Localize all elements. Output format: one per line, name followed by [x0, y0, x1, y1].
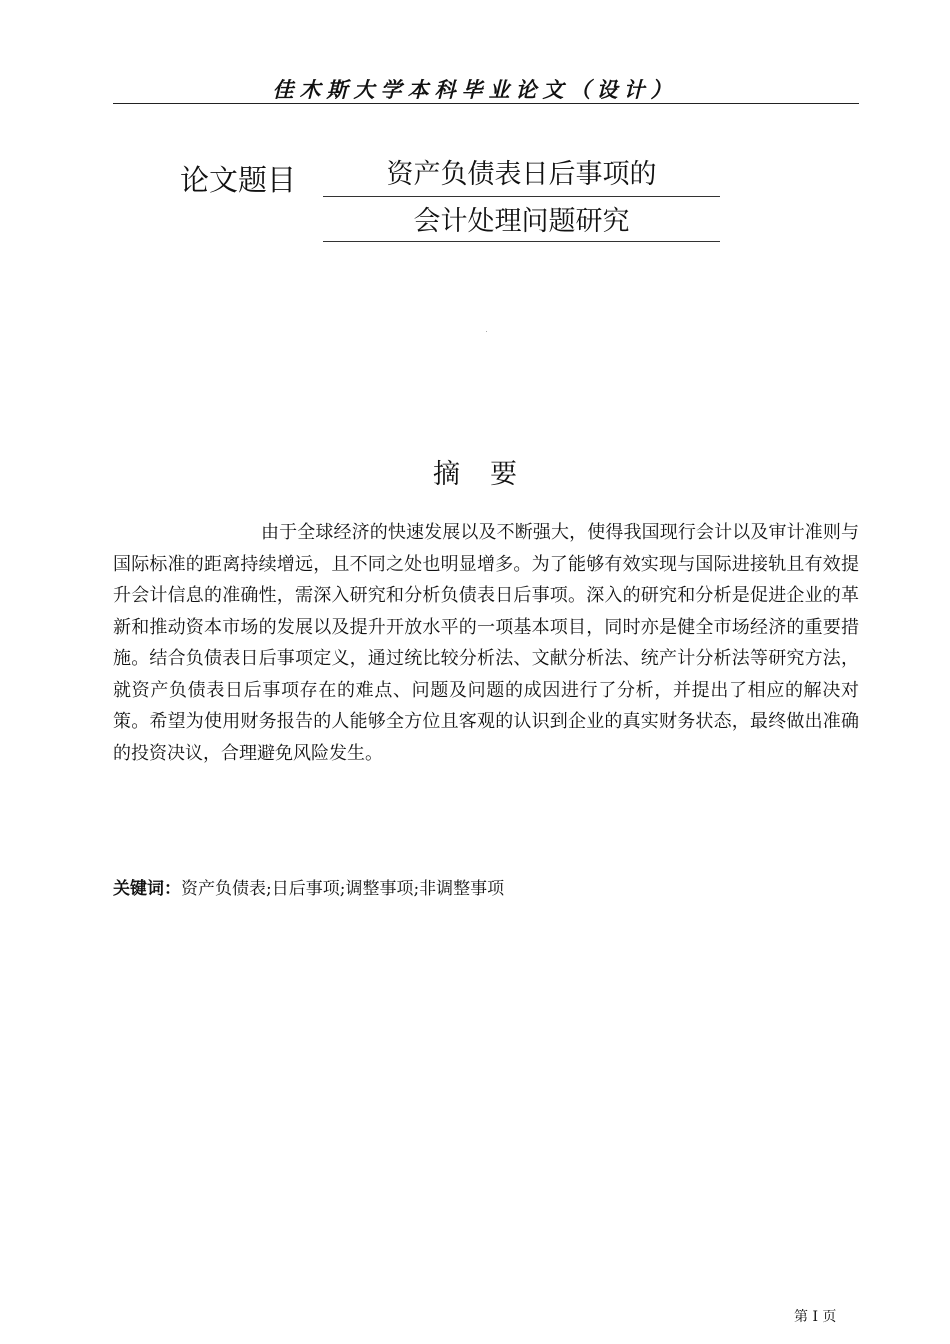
stray-mark: [486, 331, 487, 332]
title-underline-2: [323, 241, 720, 242]
keywords-label: 关键词：: [113, 879, 181, 899]
abstract-body: 由于全球经济的快速发展以及不断强大，使得我国现行会计以及审计准则与国际标准的距离持续增远，且不同之处也明显增多。为了能够有效实现与国际进接轨且有效提升会计信息的准确性，需深入研究和分析负债表日后事项。深入的研究和分析是促进企业的革新和推动资本市场的发展以及提升开放水平的一项基本项目，同时亦是健全市场经济的重要措施。结合负债表日后事项定义，通过统比较分析法、文献分析法、统产计分析法等研究方法，就资产负债表日后事项存在的难点、问题及问题的成因进行了分析，并提出了相应的解决对策。希望为使用财务报告的人能够全方位且客观的认识到企业的真实财务状态，最终做出准确的投资决议，合理避免风险发生。: [113, 522, 859, 764]
thesis-title-line-2: 会计处理问题研究: [413, 206, 630, 237]
thesis-header-title: 佳木斯大学本科毕业论文（设计）: [272, 78, 678, 102]
title-underline-1: [323, 196, 720, 197]
page-number: 第 I 页: [794, 1309, 837, 1325]
header-divider: [113, 103, 859, 104]
keywords-line: [113, 874, 504, 899]
keywords-value: 资产负债表;日后事项;调整事项;非调整事项: [181, 879, 505, 899]
abstract-heading: 摘要: [433, 459, 547, 490]
thesis-title-line-1: 资产负债表日后事项的: [386, 159, 657, 190]
thesis-title-label: 论文题目: [180, 163, 297, 197]
